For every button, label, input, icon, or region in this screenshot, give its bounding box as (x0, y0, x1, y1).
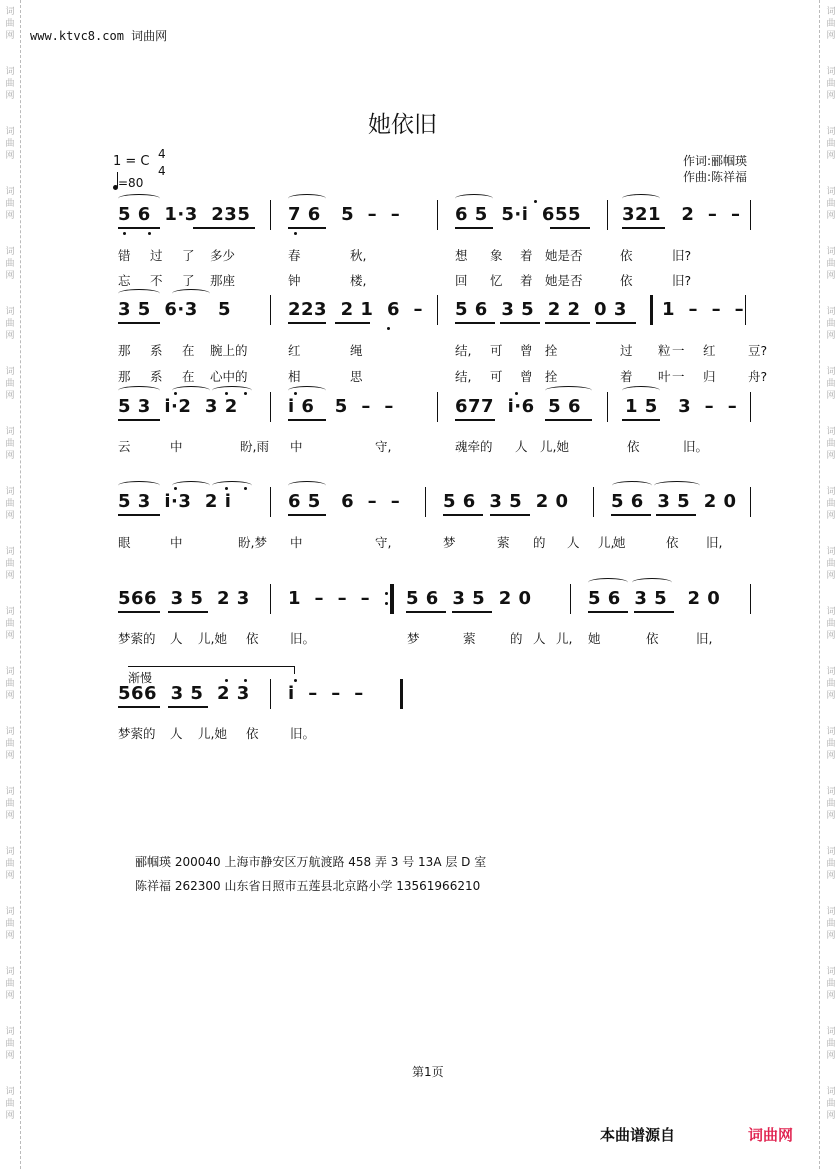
beam-underline (545, 419, 592, 421)
lyric-syllable: 一 (672, 343, 685, 358)
barline (750, 392, 751, 422)
beam-underline (452, 611, 492, 613)
barline (270, 392, 271, 422)
lyric-syllable: 拴 (545, 343, 558, 358)
repeat-dot (385, 602, 388, 605)
barline (593, 487, 594, 517)
beam-underline (118, 419, 160, 421)
lyric-syllable: 那座 (210, 273, 236, 288)
watermark-text: 词曲网 (826, 607, 836, 641)
lyric-syllable: 春 (288, 248, 301, 263)
octave-dot-high (244, 679, 247, 682)
composer-credit: 作曲:陈祥福 (683, 170, 748, 184)
barline (607, 200, 608, 230)
lyric-syllable: 不 (150, 273, 163, 288)
measure: 7 6 5 – – (288, 204, 401, 225)
lyric-syllable: 旧。 (290, 631, 316, 646)
beam-underline (455, 419, 495, 421)
lyric-syllable: 萦 (463, 631, 476, 646)
slur-tie (288, 481, 326, 490)
lyric-syllable: 系 (150, 343, 163, 358)
lyric-syllable: 她 (588, 631, 601, 646)
barline (570, 584, 571, 614)
tempo-marking (113, 176, 143, 190)
lyric-syllable: 想 (455, 248, 468, 263)
address-composer: 陈祥福 262300 山东省日照市五莲县北京路小学 13561966210 (135, 879, 481, 893)
lyric-syllable: 人 (170, 631, 183, 646)
lyric-syllable: 多少 (210, 248, 236, 263)
octave-dot-low (294, 232, 297, 235)
page-number: 第1页 (412, 1065, 444, 1079)
lyric-syllable: 绳 (350, 343, 363, 358)
watermark-text: 词曲网 (826, 847, 836, 881)
lyric-syllable: 依 (246, 726, 259, 741)
site-name: 词曲网 (131, 29, 168, 43)
beam-underline (622, 227, 665, 229)
slur-tie (118, 481, 160, 490)
lyric-syllable: 楼, (350, 273, 367, 288)
beam-underline (656, 514, 696, 516)
watermark-text: 词曲网 (826, 667, 836, 701)
time-signature-bottom: 4 (158, 164, 166, 178)
slur-tie (118, 289, 160, 298)
beam-underline (634, 611, 674, 613)
lyric-syllable: 思 (350, 369, 363, 384)
lyric-syllable: 系 (150, 369, 163, 384)
barline (270, 584, 271, 614)
left-watermark-strip (0, 0, 21, 1169)
lyric-syllable: 秋, (350, 248, 367, 263)
watermark-text: 词曲网 (826, 367, 836, 401)
octave-dot-high (244, 487, 247, 490)
lyric-syllable: 萦 (497, 535, 510, 550)
lyric-syllable: 旧, (696, 631, 713, 646)
watermark-text: 词曲网 (826, 547, 836, 581)
barline (750, 200, 751, 230)
measure: 566 3 5 2 3 (118, 588, 250, 609)
watermark-text: 词曲网 (826, 187, 836, 221)
lyric-syllable: 那 (118, 343, 131, 358)
octave-dot-high (174, 392, 177, 395)
barline (425, 487, 426, 517)
beam-underline (288, 227, 326, 229)
watermark-text: 词曲网 (5, 307, 15, 341)
measure: i – – – (288, 683, 364, 704)
watermark-text: 词曲网 (826, 1027, 836, 1061)
beam-underline (335, 322, 370, 324)
watermark-text: 词曲网 (826, 727, 836, 761)
measure: 566 3 5 2 3 (118, 683, 250, 704)
watermark-text: 词曲网 (5, 1027, 15, 1061)
lyric-syllable: 依 (620, 248, 633, 263)
quarter-note-icon (113, 185, 118, 190)
beam-underline (545, 322, 590, 324)
octave-dot-high (294, 679, 297, 682)
watermark-text: 词曲网 (5, 847, 15, 881)
measure: 6 5 5·i 655 (455, 204, 581, 225)
address-lyricist: 郦帼瑛 200040 上海市静安区万航渡路 458 弄 3 号 13A 层 D 室 (135, 855, 487, 869)
octave-dot-high (534, 200, 537, 203)
lyric-syllable: 中 (170, 535, 183, 550)
site-header (30, 27, 167, 44)
lyric-syllable: 梦 (407, 631, 420, 646)
beam-underline (118, 322, 160, 324)
beam-underline (168, 611, 208, 613)
repeat-dot (385, 592, 388, 595)
time-signature (158, 146, 166, 180)
watermark-text: 词曲网 (5, 427, 15, 461)
measure: 5 6 3 5 2 0 (611, 491, 737, 512)
beam-underline (118, 514, 160, 516)
measure: 321 2 – – (622, 204, 741, 225)
lyric-syllable: 舟? (748, 369, 768, 384)
lyric-syllable: 叶 (658, 369, 671, 384)
lyric-syllable: 盼,雨 (240, 439, 269, 454)
measure: 677 i·6 5 6 (455, 396, 581, 417)
barline (650, 295, 653, 325)
lyric-syllable: 人 (533, 631, 546, 646)
lyric-syllable: 相 (288, 369, 301, 384)
watermark-text: 词曲网 (5, 547, 15, 581)
lyric-syllable: 旧。 (290, 726, 316, 741)
watermark-text: 词曲网 (5, 487, 15, 521)
measure: 5 6 3 5 2 0 (443, 491, 569, 512)
lyric-syllable: 儿,她 (198, 631, 227, 646)
beam-underline (455, 227, 493, 229)
lyric-syllable: 中 (290, 439, 303, 454)
lyric-syllable: 拴 (545, 369, 558, 384)
lyric-syllable: 梦萦的 (118, 631, 156, 646)
footer-source-label: 本曲谱源自 (600, 1126, 676, 1144)
watermark-text: 词曲网 (5, 787, 15, 821)
lyric-syllable: 过 (150, 248, 163, 263)
lyric-syllable: 人 (170, 726, 183, 741)
ritardando-line (128, 666, 295, 674)
lyric-syllable: 守, (375, 439, 392, 454)
lyric-syllable: 她是否 (545, 248, 583, 263)
lyric-syllable: 过 (620, 343, 633, 358)
watermark-text: 词曲网 (5, 367, 15, 401)
lyric-syllable: 依 (666, 535, 679, 550)
slur-tie (654, 481, 700, 490)
watermark-text: 词曲网 (826, 127, 836, 161)
slur-tie (118, 386, 160, 395)
watermark-text: 词曲网 (5, 247, 15, 281)
beam-underline (288, 322, 326, 324)
octave-dot-high (244, 392, 247, 395)
lyric-syllable: 可 (490, 343, 503, 358)
slur-tie (622, 386, 660, 395)
lyric-syllable: 心中的 (210, 369, 248, 384)
lyric-syllable: 儿, (556, 631, 573, 646)
lyric-syllable: 在 (182, 369, 195, 384)
barline (270, 487, 271, 517)
octave-dot-low (123, 232, 126, 235)
lyric-syllable: 可 (490, 369, 503, 384)
beam-underline (288, 514, 326, 516)
beam-underline (588, 611, 628, 613)
lyric-syllable: 中 (170, 439, 183, 454)
lyric-syllable: 忆 (490, 273, 503, 288)
lyric-syllable: 归 (703, 369, 716, 384)
beam-underline (500, 322, 540, 324)
slur-tie (172, 386, 210, 395)
octave-dot-high (174, 487, 177, 490)
measure: 5 6 3 5 2 2 0 3 (455, 299, 627, 320)
octave-dot-high (225, 392, 228, 395)
beam-underline (611, 514, 651, 516)
barline (750, 584, 751, 614)
lyric-syllable: 旧。 (683, 439, 709, 454)
measure: 1 – – – (288, 588, 371, 609)
watermark-text: 词曲网 (826, 67, 836, 101)
watermark-text: 词曲网 (5, 667, 15, 701)
repeat-barline (393, 584, 394, 614)
beam-underline (550, 227, 590, 229)
lyric-syllable: 错 (118, 248, 131, 263)
lyric-syllable: 守, (375, 535, 392, 550)
lyric-syllable: 结, (455, 343, 472, 358)
lyric-syllable: 人 (515, 439, 528, 454)
lyric-syllable: 豆? (748, 343, 768, 358)
lyric-syllable: 曾 (520, 369, 533, 384)
lyric-syllable: 粒 (658, 343, 671, 358)
lyric-syllable: 红 (703, 343, 716, 358)
lyric-syllable: 梦萦的 (118, 726, 156, 741)
footer-brand-link[interactable]: 词曲网 (748, 1126, 794, 1144)
lyric-syllable: 儿,她 (198, 726, 227, 741)
lyric-syllable: 的 (510, 631, 523, 646)
time-signature-top: 4 (158, 147, 166, 161)
octave-dot-high (515, 392, 518, 395)
watermark-text: 词曲网 (826, 247, 836, 281)
lyric-syllable: 依 (246, 631, 259, 646)
slur-tie (622, 194, 660, 203)
slur-tie (455, 194, 493, 203)
song-title: 她依旧 (368, 112, 437, 138)
watermark-text: 词曲网 (5, 607, 15, 641)
watermark-text: 词曲网 (826, 787, 836, 821)
beam-underline (118, 611, 160, 613)
beam-underline (490, 514, 530, 516)
lyric-syllable: 那 (118, 369, 131, 384)
measure: 3 5 6·3 5 (118, 299, 232, 320)
measure: 1 5 3 – – (625, 396, 738, 417)
lyric-syllable: 依 (627, 439, 640, 454)
lyric-syllable: 钟 (288, 273, 301, 288)
measure: i 6 5 – – (288, 396, 394, 417)
expression-marking: 渐慢 (128, 671, 153, 685)
measure: 5 6 3 5 2 0 (588, 588, 721, 609)
lyric-syllable: 了 (182, 248, 195, 263)
lyric-syllable: 魂牵的 (455, 439, 493, 454)
lyric-syllable: 结, (455, 369, 472, 384)
lyric-syllable: 眼 (118, 535, 131, 550)
watermark-text: 词曲网 (826, 1087, 836, 1121)
lyric-syllable: 依 (646, 631, 659, 646)
watermark-text: 词曲网 (826, 907, 836, 941)
right-watermark-strip (819, 0, 840, 1169)
watermark-text: 词曲网 (5, 7, 15, 41)
lyric-syllable: 儿, (598, 535, 615, 550)
beam-underline (455, 322, 495, 324)
barline (270, 679, 271, 709)
lyric-syllable: 曾 (520, 343, 533, 358)
watermark-text: 词曲网 (5, 907, 15, 941)
barline (270, 295, 271, 325)
beam-underline (288, 419, 326, 421)
barline (437, 295, 438, 325)
octave-dot-high (225, 487, 228, 490)
lyric-syllable: 盼,梦 (238, 535, 267, 550)
double-barline (400, 679, 403, 709)
beam-underline (193, 227, 255, 229)
tempo-value: =80 (118, 176, 144, 190)
lyric-syllable: 忘 (118, 273, 131, 288)
beam-underline (168, 706, 208, 708)
beam-underline (406, 611, 446, 613)
barline (745, 295, 746, 325)
lyric-syllable: 旧, (706, 535, 723, 550)
barline (607, 392, 608, 422)
octave-dot-high (294, 392, 297, 395)
slur-tie (288, 194, 326, 203)
lyric-syllable: 着 (620, 369, 633, 384)
slur-tie (632, 578, 672, 587)
slur-tie (172, 481, 210, 490)
site-url[interactable]: www.ktvc8.com (30, 29, 124, 43)
watermark-text: 词曲网 (5, 967, 15, 1001)
watermark-text: 词曲网 (5, 187, 15, 221)
measure: 5 6 1·3 235 (118, 204, 251, 225)
measure: 5 3 i·3 2 i (118, 491, 232, 512)
measure: 1 – – – (662, 299, 745, 320)
lyric-syllable: 腕上的 (210, 343, 248, 358)
octave-dot-low (148, 232, 151, 235)
beam-underline (596, 322, 636, 324)
watermark-text: 词曲网 (826, 487, 836, 521)
beam-underline (443, 514, 483, 516)
lyric-syllable: 回 (455, 273, 468, 288)
watermark-text: 词曲网 (5, 1087, 15, 1121)
lyric-syllable: 着 (520, 248, 533, 263)
slur-tie (172, 289, 210, 298)
lyric-syllable: 在 (182, 343, 195, 358)
key-signature: 1 = C (113, 154, 150, 169)
octave-dot-low (387, 327, 390, 330)
lyricist-credit: 作词:郦帼瑛 (683, 154, 748, 168)
watermark-text: 词曲网 (5, 127, 15, 161)
slur-tie (588, 578, 628, 587)
barline (437, 392, 438, 422)
measure: 5 6 3 5 2 0 (406, 588, 532, 609)
beam-underline (622, 419, 660, 421)
slur-tie (545, 386, 592, 395)
lyric-syllable: 旧? (672, 248, 692, 263)
lyric-syllable: 梦 (443, 535, 456, 550)
lyric-syllable: 她是否 (545, 273, 583, 288)
lyric-syllable: 的 (533, 535, 546, 550)
watermark-text: 词曲网 (826, 967, 836, 1001)
lyric-syllable: 一 (672, 369, 685, 384)
watermark-text: 词曲网 (826, 7, 836, 41)
lyric-syllable: 了 (182, 273, 195, 288)
measure: 223 2 1 6 – (288, 299, 424, 320)
watermark-text: 词曲网 (826, 307, 836, 341)
lyric-syllable: 中 (290, 535, 303, 550)
watermark-text: 词曲网 (826, 427, 836, 461)
lyric-syllable: 儿,她 (540, 439, 569, 454)
barline (437, 200, 438, 230)
lyric-syllable: 着 (520, 273, 533, 288)
watermark-text: 词曲网 (5, 67, 15, 101)
measure: 6 5 6 – – (288, 491, 401, 512)
lyric-syllable: 她 (613, 535, 626, 550)
beam-underline (118, 706, 160, 708)
lyric-syllable: 云 (118, 439, 131, 454)
lyric-syllable: 象 (490, 248, 503, 263)
lyric-syllable: 依 (620, 273, 633, 288)
beam-underline (118, 227, 160, 229)
slur-tie (612, 481, 652, 490)
watermark-text: 词曲网 (5, 727, 15, 761)
barline (750, 487, 751, 517)
lyric-syllable: 旧? (672, 273, 692, 288)
lyric-syllable: 红 (288, 343, 301, 358)
slur-tie (118, 194, 160, 203)
lyric-syllable: 人 (567, 535, 580, 550)
measure: 5 3 i·2 3 2 (118, 396, 238, 417)
octave-dot-high (225, 679, 228, 682)
barline (270, 200, 271, 230)
